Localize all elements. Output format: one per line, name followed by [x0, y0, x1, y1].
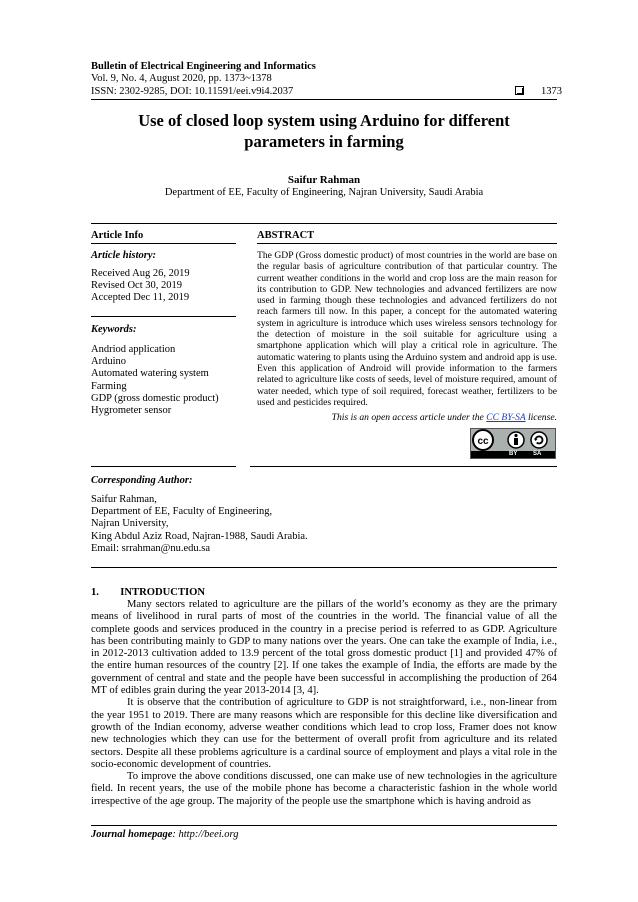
- corresponding-details: [91, 494, 308, 555]
- section-heading: [91, 587, 205, 598]
- paper-title: [91, 110, 557, 152]
- keyword-item: Arduino: [91, 356, 126, 368]
- keyword-item: GDP (gross domestic product): [91, 392, 219, 404]
- journal-name: Bulletin of Electrical Engineering and Informatics: [91, 61, 316, 72]
- history-accepted: Accepted Dec 11, 2019: [91, 292, 190, 304]
- keywords-rule: [91, 316, 236, 317]
- homepage-url[interactable]: : http://beei.org: [172, 829, 239, 840]
- cc-icon: [471, 429, 555, 451]
- introduction-body: [91, 599, 557, 808]
- title-line-1: Use of closed loop system using Arduino for different: [138, 111, 510, 130]
- license-link[interactable]: CC BY-SA: [486, 412, 526, 423]
- volume-line: Vol. 9, No. 4, August 2020, pp. 1373~1378: [91, 73, 272, 84]
- issn-line: ISSN: 2302-9285, DOI: 10.11591/eei.v9i4.2037: [91, 86, 294, 97]
- open-access-suffix: license.: [525, 412, 557, 423]
- cc-badge-top: [471, 429, 555, 451]
- cc-sa-label: SA: [533, 451, 542, 457]
- history-list: [91, 268, 190, 305]
- history-revised: Revised Oct 30, 2019: [91, 280, 182, 292]
- journal-homepage: [91, 829, 239, 840]
- info-col-rule: [91, 243, 236, 244]
- corresponding-email: Email: srrahman@nu.edu.sa: [91, 542, 211, 554]
- article-info-heading: Article Info: [91, 230, 144, 241]
- title-line-2: parameters in farming: [244, 132, 404, 151]
- keyword-item: Hygrometer sensor: [91, 405, 172, 417]
- corresponding-line: Department of EE, Faculty of Engineering,: [91, 506, 273, 518]
- corresponding-line: King Abdul Aziz Road, Najran-1988, Saudi Arabia.: [91, 530, 308, 542]
- keyword-item: Automated watering system: [91, 368, 209, 380]
- corresponding-bottom-rule: [91, 567, 557, 568]
- cc-license-badge[interactable]: [470, 428, 556, 459]
- header-rule: [91, 99, 557, 100]
- section-number: 1.: [91, 587, 99, 598]
- footer-rule: [91, 825, 557, 826]
- svg-text:cc: cc: [477, 436, 489, 447]
- abstract-col-rule: [257, 243, 557, 244]
- affiliation: Department of EE, Faculty of Engineering, Najran University, Saudi Arabia: [164, 187, 484, 198]
- history-received: Received Aug 26, 2019: [91, 268, 190, 279]
- cc-by-label: BY: [509, 451, 518, 457]
- corresponding-heading: Corresponding Author:: [91, 475, 193, 486]
- corresponding-line: Najran University,: [91, 518, 169, 530]
- cc-badge-bottom: [471, 451, 555, 458]
- paragraph: Many sectors related to agriculture are the pillars of the world’s economy as they are the primary means of livelihood in rural parts of most of the countries in the world. The financial value of all the complete goods and services produced in the country in a precise period is referred to as GDP. Agriculture has been contributing mainly to GDP to many nations over the years. One can take the example of India, i.e., in 2012-2013 cultivation added to 13.9 percent of the total gross domestic product [1] and provided 47% of the entire human resources of the country [2]. If one takes the example of India, the efforts are made by the government of central and state and the people have been successful in accomplishing the production of 264 MT of edibles grain during the year 2013-2014 [3, 4].: [91, 599, 557, 697]
- open-access-prefix: This is an open access article under the: [331, 412, 487, 423]
- keyword-item: Farming: [91, 380, 127, 392]
- corresponding-line: Saifur Rahman,: [91, 494, 157, 505]
- abstract-text: The GDP (Gross domestic product) of most countries in the world are base on the regular basis of agriculture contribution of that particular country. The current weather conditions in the world and crop loss are the main reason for its contribution to GDP. New technologies and advanced fertilizers are now used in farming though these technologies and advanced fertilizers do not reach farmers till now. In this paper, a concept for the automated watering system in agriculture is introduce which uses wireless sensors technology for the detection of moisture in the soil suitable for agriculture using a smartphone application which will play a critical role in agriculture. The automatic watering to plants using the Arduino system and android app is use. Even this application of Android will provide information to the farmers related to agriculture like costs of seeds, level of moisture required, amount of water needed, which type of soil required, forecast weather, fertilizers to be used and pesticides required.: [257, 250, 557, 408]
- info-bottom-rule-right: [250, 466, 557, 467]
- keywords-list: [91, 344, 219, 417]
- abstract-heading: ABSTRACT: [257, 230, 315, 241]
- paragraph: It is observe that the contribution of agriculture to GDP is not straightforward, i.e., non-linear from the year 1951 to 2019. There are many reasons which are responsible for this decline like diversification and growth of the Indian economy, adverse weather conditions which lead to crop loss, Framer does not know new technologies which they can use for the betterment of overall profit from agriculture and its related sectors. Despite all these problems agriculture is a cardinal source of employment and plays a vital role in the socio-economic development of countries.: [91, 697, 557, 770]
- keywords-heading: Keywords:: [91, 324, 137, 335]
- info-top-rule: [91, 223, 557, 224]
- info-bottom-rule-left: [91, 466, 236, 467]
- history-heading: Article history:: [91, 250, 157, 261]
- page-number: 1373: [541, 86, 562, 97]
- keyword-item: Andriod application: [91, 344, 176, 355]
- author-name: Saifur Rahman: [287, 174, 361, 186]
- open-access-note: [257, 412, 557, 423]
- paragraph: To improve the above conditions discussed, one can make use of new technologies in the agriculture field. In recent years, the use of the mobile phone has become a characteristic fashion in the whole world irrespective of the age group. The majority of the people use the smartphone which is having android as: [91, 771, 557, 807]
- homepage-label: Journal homepage: [91, 829, 173, 840]
- checkbox-icon: [515, 86, 524, 95]
- section-title: INTRODUCTION: [120, 587, 206, 598]
